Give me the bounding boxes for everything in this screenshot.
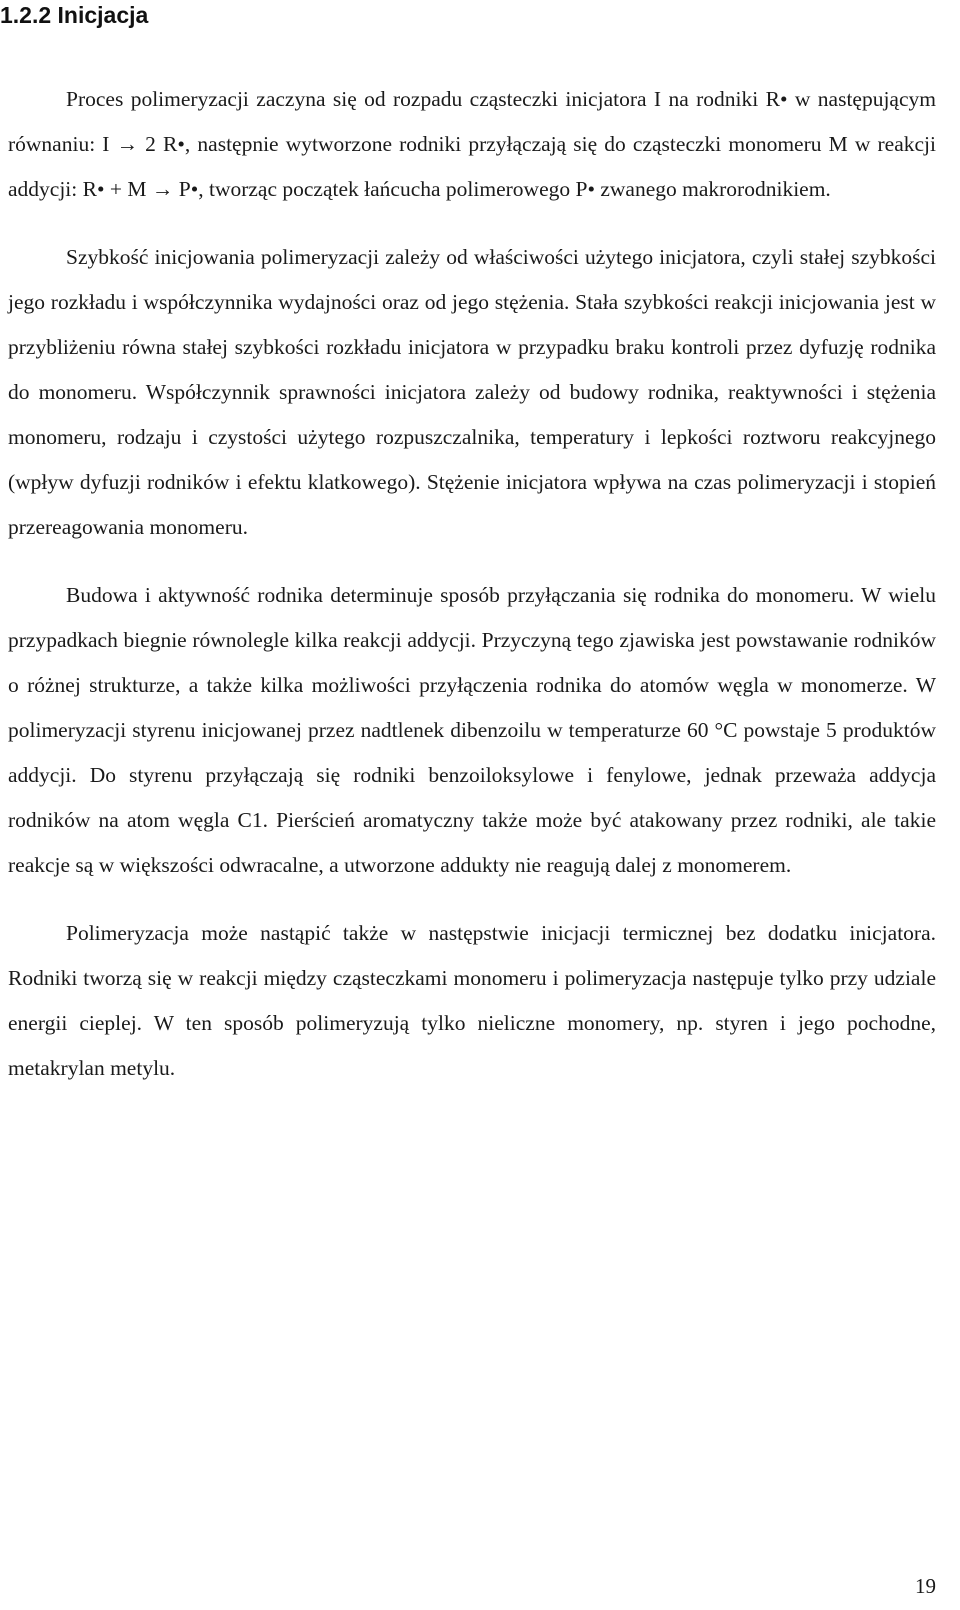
paragraph-initiation-rate: Szybkość inicjowania polimeryzacji zależy od właściwości użytego inicjatora, czyli stałej szybkości jego rozkładu i współczynnika wydajności oraz od jego stężenia. Stała szybkości reakcji inicjowania jest w przybliżeniu równa stałej szybkości rozkładu inicjatora w przypadku braku kontroli przez dyfuzję rodnika do monomeru. Współczynnik sprawności inicjatora zależy od budowy rodnika, reaktywności i stężenia monomeru, rodzaju i czystości użytego rozpuszczalnika, temperatury i lepkości roztworu reakcyjnego (wpływ dyfuzji rodników i efektu klatkowego). Stężenie inicjatora wpływa na czas polimeryzacji i stopień przereagowania monomeru. xyxy=(8,245,936,539)
document-body xyxy=(8,77,936,1091)
page-number: 19 xyxy=(915,1574,936,1598)
paragraph-initiation-mechanism: Proces polimeryzacji zaczyna się od rozpadu cząsteczki inicjatora I na rodniki R• w następującym równaniu: I → 2 R•, następnie wytworzone rodniki przyłączają się do cząsteczki monomeru M w reakcji addycji: R• + M → P•, tworząc początek łańcucha polimerowego P• zwanego makrorodnikiem. xyxy=(8,87,936,201)
paragraph-thermal-initiation: Polimeryzacja może nastąpić także w następstwie inicjacji termicznej bez dodatku inicjatora. Rodniki tworzą się w reakcji między cząsteczkami monomeru i polimeryzacja następuje tylko przy udziale energii cieplej. W ten sposób polimeryzują tylko nieliczne monomery, np. styren i jego pochodne, metakrylan metylu. xyxy=(8,921,936,1080)
paragraph-radical-addition: Budowa i aktywność rodnika determinuje sposób przyłączania się rodnika do monomeru. W wielu przypadkach biegnie równolegle kilka reakcji addycji. Przyczyną tego zjawiska jest powstawanie rodników o różnej strukturze, a także kilka możliwości przyłączenia rodnika do atomów węgla w monomerze. W polimeryzacji styrenu inicjowanej przez nadtlenek dibenzoilu w temperaturze 60 °C powstaje 5 produktów addycji. Do styrenu przyłączają się rodniki benzoiloksylowe i fenylowe, jednak przeważa addycja rodników na atom węgla C1. Pierścień aromatyczny także może być atakowany przez rodniki, ale takie reakcje są w większości odwracalne, a utworzone addukty nie reagują dalej z monomerem. xyxy=(8,583,936,877)
section-heading: 1.2.2 Inicjacja xyxy=(0,2,149,28)
